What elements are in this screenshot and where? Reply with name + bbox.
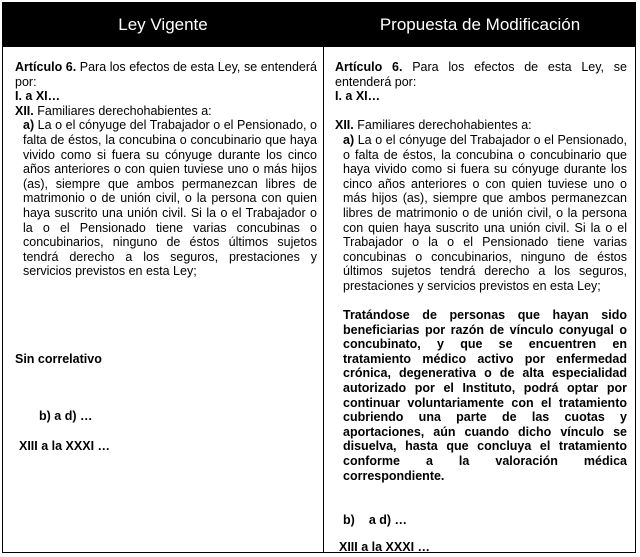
fractions-xiii-xxxi: XIII a la XXXI … — [339, 540, 431, 554]
fractions-i-xi: I. a XI… — [335, 89, 381, 104]
new-paragraph: Tratándose de personas que hayan sido beneficiarias por razón de vínculo conyugal o concubinato, y que se encuentren en tratamiento médico activo por enfermedad crónica, degenerativa o de alta especialidad autorizado por el Instituto, podrá optar por continuar voluntariamente con el tratamiento cubriendo una parte de las cuotas y aportaciones, aún cuando dicho vínculo se disuelva, hasta que concluya el tratamiento conforme a la valoración médica correspondiente. — [343, 308, 627, 483]
article-heading — [335, 60, 627, 89]
comparison-table — [2, 2, 636, 553]
incisos-b-d — [343, 513, 407, 527]
fraction-xii — [15, 104, 317, 119]
fraction-xii-label: XII. — [15, 103, 34, 118]
article-label: Artículo 6. — [335, 60, 403, 74]
fraction-xii-text: Familiares derechohabientes a: — [33, 103, 212, 118]
header-ley-vigente: Ley Vigente — [118, 15, 208, 34]
inciso-a — [335, 133, 627, 294]
fraction-xii-text: Familiares derechohabientes a: — [353, 118, 532, 133]
fractions-xiii-xxxi: XIII a la XXXI … — [19, 439, 111, 453]
article-text: Para los efectos de esta Ley, se entenderá por: — [15, 60, 317, 89]
fraction-xii-label: XII. — [335, 118, 354, 133]
column-propuesta — [335, 60, 627, 483]
article-heading — [15, 60, 317, 89]
fraction-xii — [335, 118, 627, 133]
table-header — [3, 3, 635, 47]
column-ley-vigente — [15, 60, 317, 279]
sin-correlativo: Sin correlativo — [15, 352, 102, 366]
fractions-i-xi: I. a XI… — [15, 89, 61, 104]
inciso-a-label: a) — [343, 132, 355, 147]
header-propuesta: Propuesta de Modificación — [379, 15, 581, 34]
incisos-b-d: b) a d) … — [39, 409, 93, 423]
inciso-a-text: La o el cónyuge del Trabajador o el Pensionado, o falta de éstos, la concubina o concubinario que haya vivido como si fuera su cónyuge durante los cinco años anteriores o con quien tuviese uno o más hijos (as), siempre que ambos permanezcan libres de matrimonio o de unión civil, o la persona con quien haya suscrito una unión civil. Si la o el Trabajador o la o el Pensionado tiene varias concubinas o concubinarios, ninguno de éstos últimos sujetos tendrá derecho a los seguros, prestaciones y servicios previstos en esta Ley; — [23, 118, 317, 279]
inciso-a — [15, 118, 317, 279]
column-divider — [323, 47, 324, 553]
inciso-b-text: a d) … — [368, 513, 408, 527]
inciso-b-label: b) — [343, 513, 355, 527]
article-label: Artículo 6. — [15, 60, 77, 74]
inciso-a-text: La o el cónyuge del Trabajador o el Pensionado, o falta de éstos, la concubina o concubinario que haya vivido como si fuera su cónyuge durante los cinco años anteriores o con quien tuviese uno o más hijos (as), siempre que ambos permanezcan libres de matrimonio o de unión civil, o la persona con quien haya suscrito una unión civil. Si la o el Trabajador o la o el Pensionado tiene varias concubinas o concubinarios, ninguno de éstos últimos sujetos tendrá derecho a los seguros, prestaciones y servicios previstos en esta Ley; — [343, 132, 627, 293]
article-text: Para los efectos de esta Ley, se entenderá por: — [335, 60, 627, 89]
inciso-a-label: a) — [23, 118, 35, 133]
